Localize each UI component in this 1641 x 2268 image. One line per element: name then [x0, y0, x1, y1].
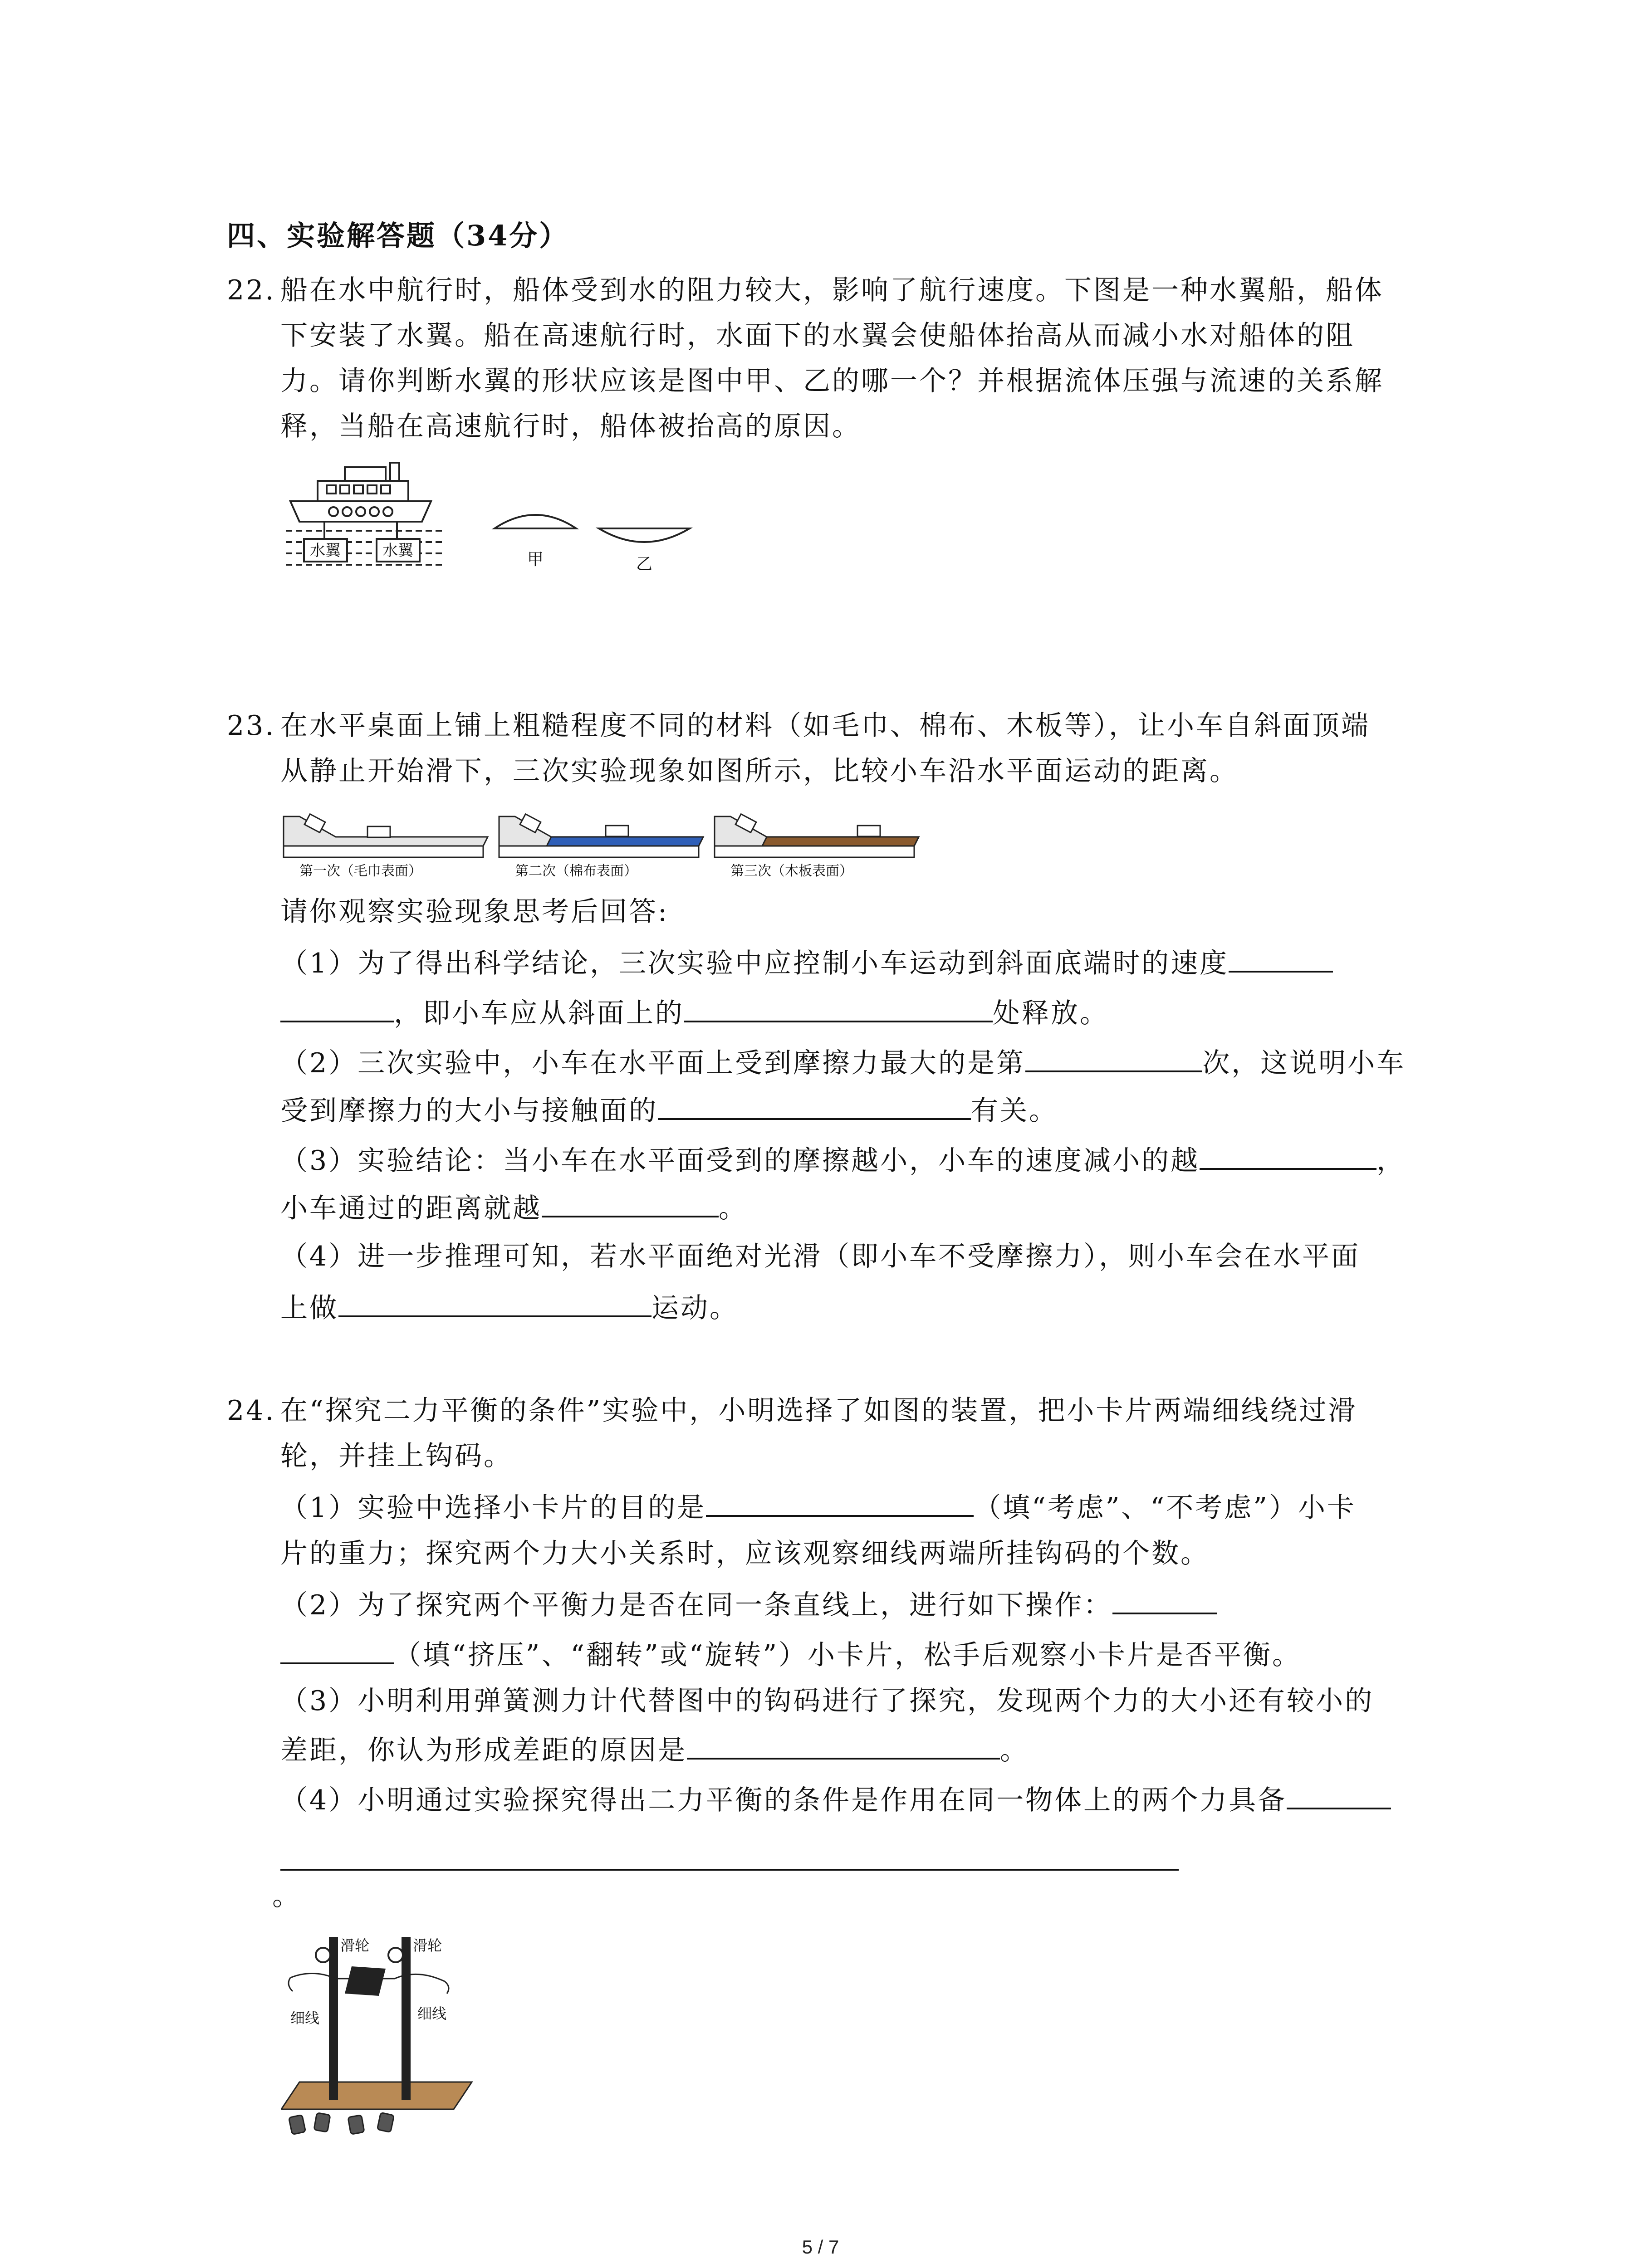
- q24-blank-2b[interactable]: [280, 1631, 394, 1664]
- q23-part-1-line-1: （1）为了得出科学结论，三次实验中应控制小车运动到斜面底端时的速度: [280, 939, 1333, 986]
- q24-part-2-line-1: （2）为了探究两个平衡力是否在同一条直线上，进行如下操作：: [280, 1581, 1217, 1628]
- q23-blank-1b[interactable]: [280, 989, 394, 1022]
- q22-line-2: 下安装了水翼。船在高速航行时，水面下的水翼会使船体抬高从而减小水对船体的阻: [280, 320, 1355, 352]
- q23-blank-4[interactable]: [338, 1284, 652, 1317]
- hydrofoil-boat-figure: [281, 454, 717, 585]
- q22-number: 22.: [227, 274, 276, 306]
- q23-blank-3b[interactable]: [542, 1184, 719, 1217]
- q23-part-2-line-2: 受到摩擦力的大小与接触面的 有关。: [280, 1086, 1058, 1134]
- q23-part-4-line-2: 上做 运动。: [280, 1284, 739, 1331]
- pulley-label-left: 滑轮: [340, 1937, 370, 1954]
- ramp-experiment-figure: [281, 807, 953, 889]
- q24-part-4-end: 。: [272, 1880, 301, 1912]
- shape-label-b: 乙: [636, 555, 653, 573]
- wing-label-left: 水翼: [310, 542, 341, 560]
- q24-part-3-line-1: （3）小明利用弹簧测力计代替图中的钩码进行了探究，发现两个力的大小还有较小的: [280, 1685, 1374, 1717]
- q23-number: 23.: [227, 710, 276, 742]
- q23-line-1: 在水平桌面上铺上粗糙程度不同的材料（如毛巾、棉布、木板等），让小车自斜面顶端: [280, 710, 1370, 742]
- caption-third: 第三次（木板表面）: [730, 863, 853, 879]
- caption-second: 第二次（棉布表面）: [515, 863, 637, 879]
- thread-label-left: 细线: [290, 2009, 320, 2027]
- q24-line-1: 在“探究二力平衡的条件”实验中，小明选择了如图的装置，把小卡片两端细线绕过滑: [280, 1395, 1357, 1427]
- q24-part-4-line-1: （4）小明通过实验探究得出二力平衡的条件是作用在同一物体上的两个力具备: [280, 1776, 1391, 1823]
- q24-line-2: 轮，并挂上钩码。: [280, 1440, 513, 1472]
- page-number: 5 / 7: [802, 2236, 839, 2258]
- q22-line-1: 船在水中航行时，船体受到水的阻力较大，影响了航行速度。下图是一种水翼船，船体: [280, 274, 1384, 306]
- q23-part-3-line-2: 小车通过的距离就越 。: [280, 1184, 748, 1231]
- q23-blank-1c[interactable]: [684, 989, 993, 1022]
- q24-part-3-line-2: 差距，你认为形成差距的原因是 。: [280, 1726, 1029, 1773]
- q23-prompt: 请你观察实验现象思考后回答:: [280, 896, 669, 928]
- q24-blank-3[interactable]: [687, 1726, 1000, 1760]
- caption-first: 第一次（毛巾表面）: [299, 863, 422, 879]
- shape-label-a: 甲: [527, 550, 544, 569]
- q23-blank-2a[interactable]: [1025, 1039, 1202, 1072]
- q23-part-3-line-1: （3）实验结论：当小车在水平面受到的摩擦越小，小车的速度减小的越 ，: [280, 1136, 1406, 1183]
- q23-part-4-line-1: （4）进一步推理可知，若水平面绝对光滑（即小车不受摩擦力），则小车会在水平面: [280, 1241, 1361, 1272]
- q24-part-2-line-2: （填“挤压”、“翻转”或“旋转”）小卡片，松手后观察小卡片是否平衡。: [280, 1631, 1301, 1678]
- q24-blank-1[interactable]: [706, 1483, 974, 1517]
- q22-line-3: 力。请你判断水翼的形状应该是图中甲、乙的哪一个？并根据流体压强与流速的关系解: [280, 365, 1384, 397]
- pulley-apparatus-figure: [281, 1928, 481, 2136]
- q23-part-1-line-2: ，即小车应从斜面上的 处释放。: [280, 989, 1109, 1036]
- q24-number: 24.: [227, 1395, 276, 1427]
- q23-part-2-line-1: （2）三次实验中，小车在水平面上受到摩擦力最大的是第 次，这说明小车: [280, 1039, 1406, 1086]
- pulley-label-right: 滑轮: [413, 1937, 442, 1954]
- q23-blank-1a[interactable]: [1229, 939, 1333, 973]
- thread-label-right: 细线: [417, 2005, 447, 2022]
- q24-blank-4a[interactable]: [1287, 1776, 1391, 1809]
- q24-blank-4b[interactable]: [280, 1869, 1179, 1871]
- wing-label-right: 水翼: [382, 542, 413, 560]
- q23-blank-2b[interactable]: [658, 1086, 971, 1120]
- q24-part-1-line-1: （1）实验中选择小卡片的目的是 （填“考虑”、“不考虑”）小卡: [280, 1483, 1356, 1530]
- q24-part-1-line-2: 片的重力；探究两个力大小关系时，应该观察细线两端所挂钩码的个数。: [280, 1538, 1210, 1569]
- q22-line-4: 释，当船在高速航行时，船体被抬高的原因。: [280, 411, 861, 442]
- section-title: 四、实验解答题（34分）: [227, 219, 569, 252]
- q23-line-2: 从静止开始滑下，三次实验现象如图所示，比较小车沿水平面运动的距离。: [280, 755, 1239, 787]
- q23-blank-3a[interactable]: [1200, 1136, 1376, 1170]
- q24-blank-2a[interactable]: [1112, 1581, 1217, 1614]
